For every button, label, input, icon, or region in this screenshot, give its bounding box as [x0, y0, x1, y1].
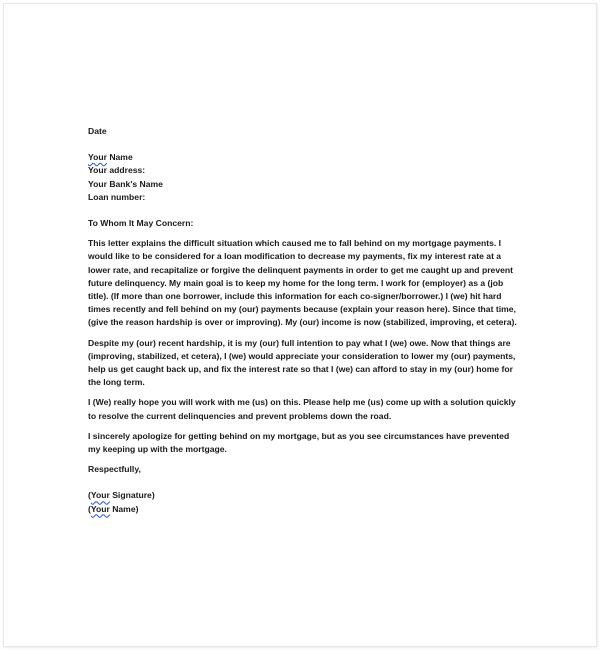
date-line: Date	[88, 126, 107, 136]
printed-name-rest: Name)	[109, 503, 139, 514]
paragraph-4: I sincerely apologize for getting behind on my mortgage, but as you see circumstances have prevented my keeping up with the mortgage.	[88, 430, 510, 455]
loan-number: Loan number:	[88, 191, 146, 202]
salutation: To Whom It May Concern:	[88, 218, 194, 229]
sender-address: Your address:	[88, 165, 146, 176]
spellcheck-word: Your	[90, 490, 110, 501]
document-page	[3, 3, 597, 647]
letter-body	[88, 125, 522, 516]
signature-rest: Signature)	[109, 490, 155, 501]
bank-name: Your Bank's Name	[88, 178, 163, 189]
signature-line	[88, 489, 522, 502]
sender-name	[88, 151, 522, 164]
printed-name-line	[88, 503, 522, 516]
sender-name-rest: Name	[106, 152, 133, 163]
signature-open-paren: (	[88, 490, 91, 501]
paragraph-3: I (We) really hope you will work with me (us) on this. Please help me (us) come up with a solution quickly to resolve the current delinquencies and prevent problems down the road.	[88, 397, 516, 421]
spellcheck-word: Your	[90, 503, 110, 514]
paragraph-1: This letter explains the difficult situation which caused me to fall behind on my mortgage payments. I would like to be considered for a loan modification to decrease my payments, fix my interest rate at a lower rate, and recapitalize or forgive the delinquent payments in order to get me caught up and prevent future delinquency. My main goal is to keep my home for the long term. I work for (employer) as a (job title). (If more than one borrower, include this information for each co-signer/borrower.) I (we) hit hard times recently and fell behind on my (our) payments because (explain your reason here). Since that time, (give the reason hardship is over or improving). My (our) income is now (stabilized, improving, et cetera).	[88, 238, 517, 328]
printed-name-open-paren: (	[88, 503, 91, 514]
closing: Respectfully,	[88, 464, 141, 475]
paragraph-2: Despite my (our) recent hardship, it is my (our) full intention to pay what I (we) owe. Now that things are (improving, stabilized, et cetera), I (we) would appreciate your consideration to lower my (our) payments, help us get caught back up, and fix the interest rate so that I (we) can afford to stay in my (our) home for the long term.	[88, 337, 516, 388]
spellcheck-word: Your	[88, 152, 107, 163]
